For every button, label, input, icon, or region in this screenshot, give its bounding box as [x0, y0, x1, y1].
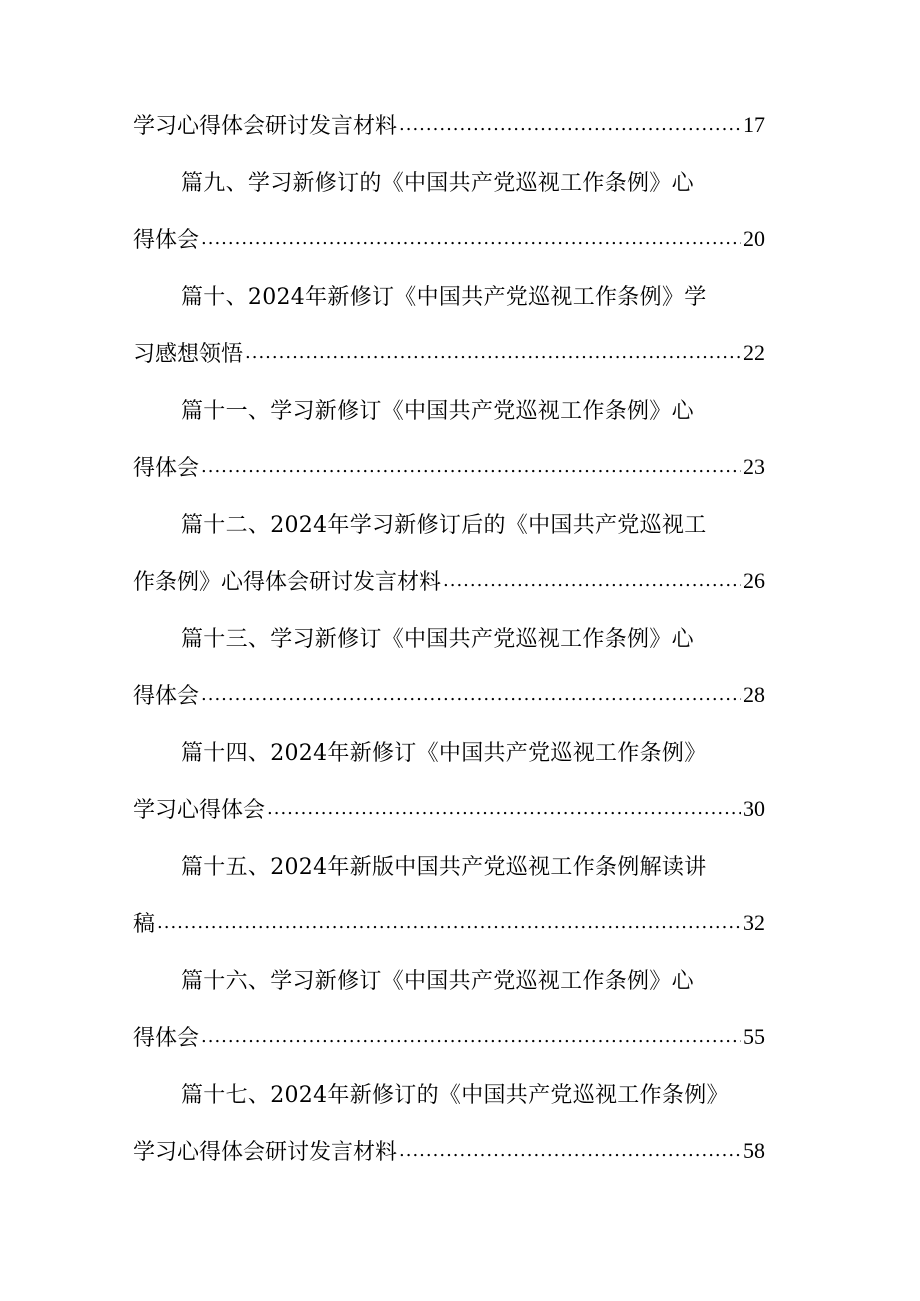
toc-entry-title-end: 得体会	[133, 456, 200, 481]
dot-leader	[201, 458, 741, 476]
toc-page-number: 26	[743, 567, 765, 593]
toc-page-number: 20	[743, 225, 765, 251]
dot-leader	[399, 116, 741, 134]
toc-entry	[133, 951, 765, 1065]
dot-leader	[267, 800, 741, 818]
toc-entry-last-line	[133, 894, 765, 951]
toc-entry-title-start: 篇九、学习新修订的《中国共产党巡视工作条例》心	[181, 171, 694, 196]
toc-entry-last-line	[133, 96, 765, 153]
toc-entry-last-line	[133, 1122, 765, 1179]
dot-leader	[245, 344, 741, 362]
toc-page-number: 22	[743, 339, 765, 365]
toc-entry	[133, 267, 765, 381]
toc-entry-title-start: 篇十七、2024年新修订的《中国共产党巡视工作条例》	[181, 1083, 729, 1108]
toc-entry-last-line	[133, 666, 765, 723]
toc-entry-title-end: 作条例》心得体会研讨发言材料	[133, 570, 442, 595]
dot-leader	[443, 572, 741, 590]
toc-entry-title-end: 得体会	[133, 228, 200, 253]
toc-entry-title-end: 稿	[133, 912, 156, 937]
toc-entry-last-line	[133, 438, 765, 495]
toc-page-number: 32	[743, 909, 765, 935]
dot-leader	[399, 1142, 741, 1160]
toc-entry-title-end: 学习心得体会研讨发言材料	[133, 1140, 398, 1165]
toc-entry-last-line	[133, 780, 765, 837]
dot-leader	[201, 686, 741, 704]
toc-entry	[133, 837, 765, 951]
toc-entry-title-start: 篇十四、2024年新修订《中国共产党巡视工作条例》	[181, 741, 707, 766]
toc-entry	[133, 723, 765, 837]
toc-page-number: 28	[743, 681, 765, 707]
toc-entry	[133, 1065, 765, 1179]
toc-entry	[133, 495, 765, 609]
toc-entry-title-start: 篇十三、学习新修订《中国共产党巡视工作条例》心	[181, 627, 694, 652]
toc-page-number: 55	[743, 1023, 765, 1049]
toc-entry-last-line	[133, 324, 765, 381]
toc-entry-title-start: 篇十、2024年新修订《中国共产党巡视工作条例》学	[181, 285, 707, 310]
toc-entry-last-line	[133, 210, 765, 267]
toc-entry	[133, 609, 765, 723]
toc-entry-title-end: 得体会	[133, 1026, 200, 1051]
toc-entry-last-line	[133, 552, 765, 609]
toc-page	[133, 96, 765, 1179]
toc-entry-title-end: 得体会	[133, 684, 200, 709]
toc-entry-title-start: 篇十六、学习新修订《中国共产党巡视工作条例》心	[181, 969, 694, 994]
toc-entry-title-start: 篇十一、学习新修订《中国共产党巡视工作条例》心	[181, 399, 694, 424]
toc-entry-last-line	[133, 1008, 765, 1065]
toc-entry	[133, 381, 765, 495]
dot-leader	[201, 1028, 741, 1046]
toc-entry-title-end: 学习心得体会研讨发言材料	[133, 114, 398, 139]
toc-entry-title-start: 篇十五、2024年新版中国共产党巡视工作条例解读讲	[181, 855, 707, 880]
toc-page-number: 30	[743, 795, 765, 821]
toc-page-number: 58	[743, 1137, 765, 1163]
toc-entry	[133, 153, 765, 267]
toc-page-number: 23	[743, 453, 765, 479]
dot-leader	[157, 914, 741, 932]
toc-entry-title-end: 学习心得体会	[133, 798, 266, 823]
toc-entry-title-start: 篇十二、2024年学习新修订后的《中国共产党巡视工	[181, 513, 707, 538]
toc-entry	[133, 96, 765, 153]
toc-page-number: 17	[743, 111, 765, 137]
dot-leader	[201, 230, 741, 248]
toc-entry-title-end: 习感想领悟	[133, 342, 244, 367]
